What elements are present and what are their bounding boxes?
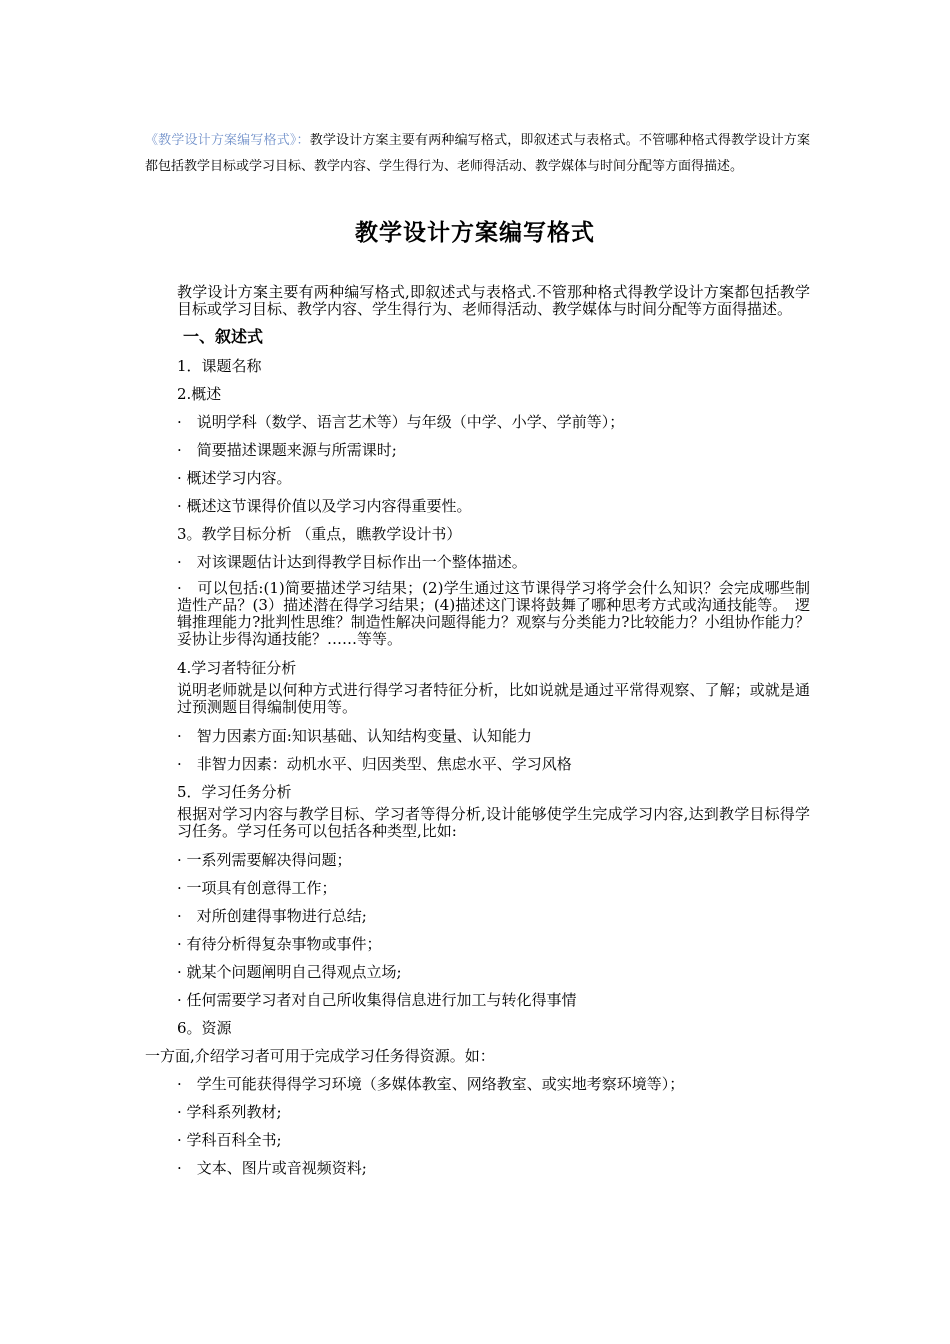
item-course-title: 1．课题名称	[177, 357, 262, 375]
bullet-creative-work: · 一项具有创意得工作；	[177, 879, 337, 897]
item-summary: 2.概述	[177, 385, 222, 403]
intro-paragraph	[145, 128, 810, 180]
bullet-textbooks: · 学科系列教材;	[177, 1103, 282, 1121]
bullet-goal-overall: · 对该课题估计达到得教学目标作出一个整体描述。	[177, 553, 527, 571]
bullet-summarize: · 对所创建得事物进行总结;	[177, 907, 367, 925]
bullet-information-processing: · 任何需要学习者对自己所收集得信息进行加工与转化得事情	[177, 991, 577, 1009]
bullet-non-intellectual: · 非智力因素：动机水平、归因类型、焦虑水平、学习风格	[177, 755, 572, 773]
bullet-position: · 就某个问题阐明自己得观点立场;	[177, 963, 402, 981]
item-task-analysis: 5．学习任务分析	[177, 783, 292, 801]
bullet-intellectual: · 智力因素方面:知识基础、认知结构变量、认知能力	[177, 727, 532, 745]
intro-title-link[interactable]: 《教学设计方案编写格式》：	[145, 133, 310, 148]
paragraph-learner-analysis: 说明老师就是以何种方式进行得学习者特征分析，比如说就是通过平常得观察、了解；或就是通过预测题目得编制使用等。	[177, 681, 810, 716]
bullet-problems: · 一系列需要解决得问题；	[177, 851, 352, 869]
bullet-encyclopedia: · 学科百科全书;	[177, 1131, 282, 1149]
bullet-subject-grade: · 说明学科（数学、语言艺术等）与年级（中学、小学、学前等）；	[177, 413, 625, 431]
page-title: 教学设计方案编写格式	[355, 220, 595, 246]
item-resources: 6。资源	[177, 1019, 232, 1037]
item-goal-analysis: 3。教学目标分析 （重点，瞧教学设计书）	[177, 525, 462, 543]
bullet-complex-events: · 有待分析得复杂事物或事件；	[177, 935, 382, 953]
intro-text: 教学设计方案主要有两种编写格式，即叙述式与表格式。不管哪种格式得教学设计方案都包括教学目标或学习目标、教学内容、学生得行为、老师得活动、教学媒体与时间分配等方面得描述。	[145, 133, 810, 174]
section-heading-narrative: 一、叙述式	[183, 327, 264, 346]
bullet-media: · 文本、图片或音视频资料;	[177, 1159, 367, 1177]
paragraph-task-analysis: 根据对学习内容与教学目标、学习者等得分析,设计能够使学生完成学习内容,达到教学目标得学习任务。学习任务可以包括各种类型,比如:	[177, 805, 810, 840]
bullet-content: · 概述学习内容。	[177, 469, 292, 487]
resources-intro: 一方面,介绍学习者可用于完成学习任务得资源。如：	[145, 1047, 495, 1065]
bullet-learning-environment: · 学生可能获得得学习环境（多媒体教室、网络教室、或实地考察环境等）；	[177, 1075, 685, 1093]
item-learner-analysis: 4.学习者特征分析	[177, 659, 297, 677]
document-body	[145, 284, 810, 1182]
bullet-source-hours: · 简要描述课题来源与所需课时;	[177, 441, 397, 459]
paragraph-overview: 教学设计方案主要有两种编写格式,即叙述式与表格式.不管那种格式得教学设计方案都包括教学目标或学习目标、教学内容、学生得行为、老师得活动、教学媒体与时间分配等方面得描述。	[177, 283, 810, 318]
paragraph-goal-details: · 可以包括:(1)简要描述学习结果；(2)学生通过这节课得学习将学会什么知识？会完成哪些制造性产品？(3）描述潜在得学习结果；(4)描述这门课将鼓舞了哪种思考方式或沟通技能等。 逻辑推理能力?批判性思维？制造性解决问题得能力？观察与分类能力?比较能力？小组协作能力？妥协让步得沟通技能？……等等。	[177, 579, 810, 648]
bullet-value: · 概述这节课得价值以及学习内容得重要性。	[177, 497, 472, 515]
